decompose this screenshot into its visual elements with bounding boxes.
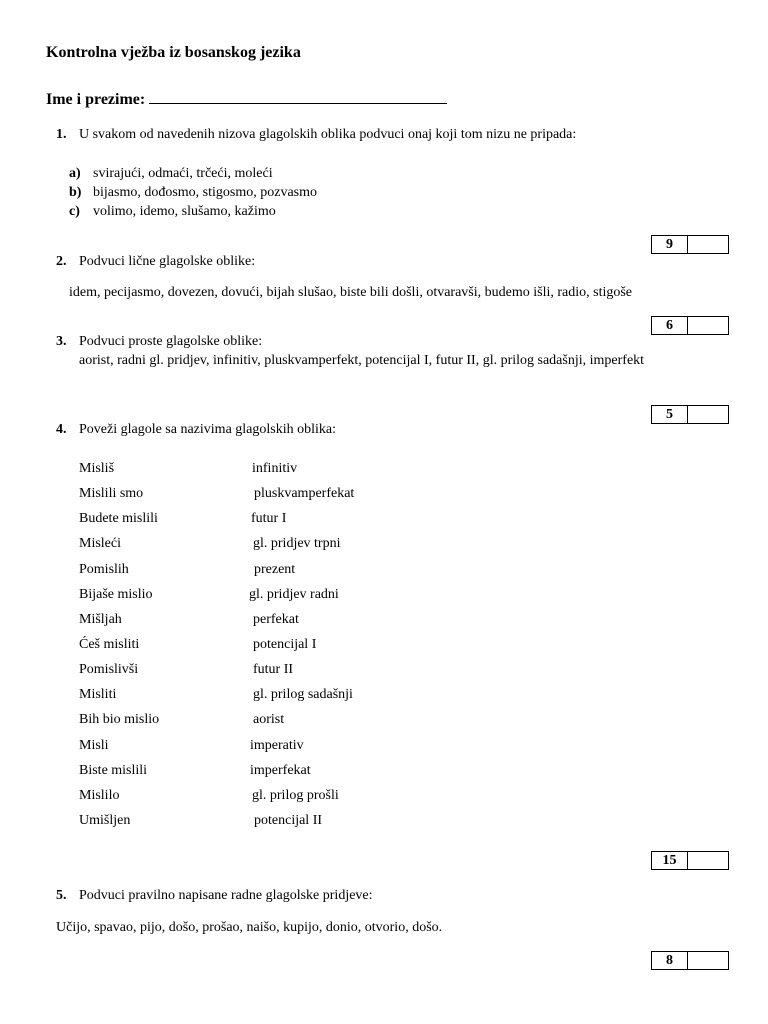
q1-item-a: svirajući, odmaći, trčeći, moleći [93, 166, 273, 181]
q4-score-input[interactable] [688, 852, 728, 869]
q3-text: Podvuci proste glagolske oblike: [79, 334, 263, 349]
q1-score-input[interactable] [688, 236, 728, 253]
q4-form: prezent [254, 562, 296, 577]
q4-verb: Mišljah [79, 612, 122, 627]
q2-score-input[interactable] [688, 317, 728, 334]
q4-text: Poveži glagole sa nazivima glagolskih oblika: [79, 422, 336, 437]
q2-number: 2. [56, 254, 67, 269]
name-label: Ime i prezime: [46, 91, 146, 108]
q3-score-box [651, 405, 729, 424]
q4-verb: Pomislivši [79, 662, 139, 677]
q4-form: gl. prilog sadašnji [253, 687, 353, 702]
q1-item-c: volimo, idemo, slušamo, kažimo [93, 204, 276, 219]
q4-points: 15 [652, 852, 688, 869]
q4-verb: Bih bio mislio [79, 712, 160, 727]
q1-score-box [651, 235, 729, 254]
q4-form: gl. pridjev trpni [253, 536, 341, 551]
q2-line: idem, pecijasmo, dovezen, dovući, bijah slušao, biste bili došli, otvaravši, budemo išli, radio, stigoše [69, 285, 633, 300]
q4-verb: Ćeš misliti [79, 637, 140, 652]
q4-verb: Misliti [79, 687, 117, 702]
q4-form: gl. pridjev radni [249, 587, 339, 602]
q5-line: Učijo, spavao, pijo, došo, prošao, naišo, kupijo, donio, otvorio, došo. [56, 920, 443, 935]
page-title: Kontrolna vježba iz bosanskog jezika [46, 44, 301, 61]
q1-number: 1. [56, 127, 67, 142]
q3-number: 3. [56, 334, 67, 349]
q1-points: 9 [652, 236, 688, 253]
q4-form: potencijal I [253, 637, 317, 652]
q2-text: Podvuci lične glagolske oblike: [79, 254, 256, 269]
q4-form: imperativ [250, 738, 304, 753]
q1-text: U svakom od navedenih nizova glagolskih oblika podvuci onaj koji tom nizu ne pripada: [79, 127, 577, 142]
q2-score-box [651, 316, 729, 335]
q4-form: aorist [253, 712, 285, 727]
q4-verb: Misliš [79, 461, 115, 476]
q1-item-b: bijasmo, dođosmo, stigosmo, pozvasmo [93, 185, 317, 200]
q3-score-input[interactable] [688, 406, 728, 423]
q3-points: 5 [652, 406, 688, 423]
q4-verb: Pomislih [79, 562, 129, 577]
q4-verb: Budete mislili [79, 511, 158, 526]
q5-score-box [651, 951, 729, 970]
q4-form: pluskvamperfekat [254, 486, 355, 501]
q4-form: futur II [253, 662, 294, 677]
q4-verb: Bijaše mislio [79, 587, 153, 602]
q3-line: aorist, radni gl. pridjev, infinitiv, pluskvamperfekt, potencijal I, futur II, gl. prilog sadašnji, imperfekt [79, 353, 645, 368]
q1-item-b-label: b) [69, 185, 82, 200]
q4-form: infinitiv [252, 461, 298, 476]
q4-score-box [651, 851, 729, 870]
q5-points: 8 [652, 952, 688, 969]
q4-number: 4. [56, 422, 67, 437]
q5-text: Podvuci pravilno napisane radne glagolske pridjeve: [79, 888, 373, 903]
q4-verb: Mislili smo [79, 486, 144, 501]
name-blank-line[interactable] [149, 87, 447, 104]
q4-verb: Misleći [79, 536, 121, 551]
q1-item-c-label: c) [69, 204, 80, 219]
q4-form: perfekat [253, 612, 299, 627]
q4-form: imperfekat [250, 763, 311, 778]
q5-number: 5. [56, 888, 67, 903]
q5-score-input[interactable] [688, 952, 728, 969]
q4-form: futur I [251, 511, 287, 526]
q4-verb: Misli [79, 738, 109, 753]
q4-verb: Mislilo [79, 788, 120, 803]
q1-item-a-label: a) [69, 166, 81, 181]
q4-verb: Biste mislili [79, 763, 148, 778]
q4-form: potencijal II [254, 813, 323, 828]
name-field[interactable] [46, 87, 447, 109]
q4-verb: Umišljen [79, 813, 131, 828]
q4-form: gl. prilog prošli [252, 788, 339, 803]
q2-points: 6 [652, 317, 688, 334]
